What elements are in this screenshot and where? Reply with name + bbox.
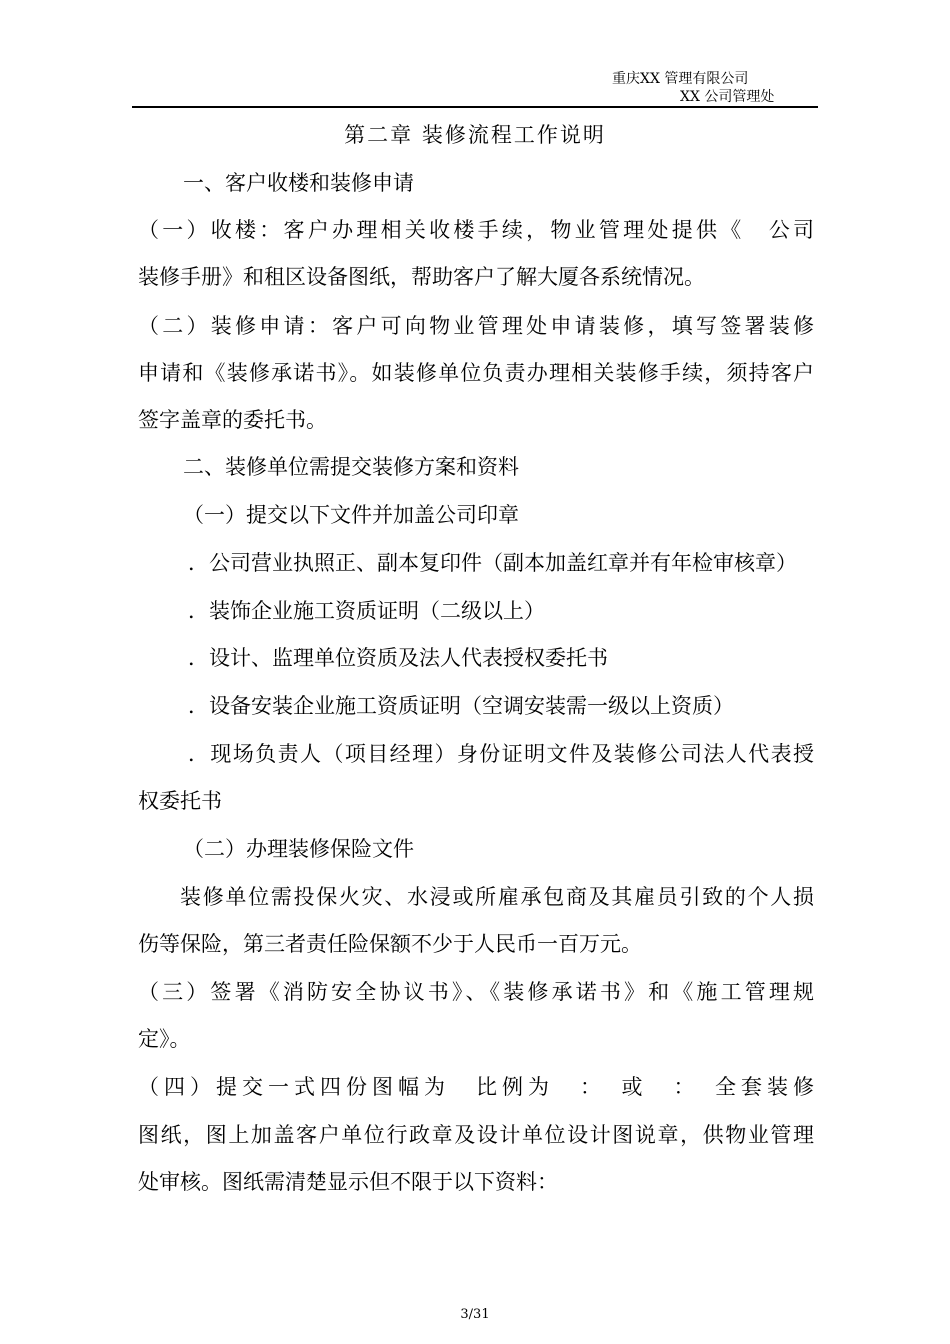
para-agreements-line-1: （三）签署《消防安全协议书》、《装修承诺书》和《施工管理规 xyxy=(138,980,814,1004)
para-drawings-line-1: （四）提交一式四份图幅为 比例为 ： 或 ： 全套装修 xyxy=(138,1075,814,1099)
para-insurance-line-2: 伤等保险，第三者责任险保额不少于人民币一百万元。 xyxy=(138,932,642,956)
header-office-name: XX 公司管理处 xyxy=(680,89,775,105)
header-company-name: 重庆XX 管理有限公司 xyxy=(612,71,749,87)
section-heading-1: 一、客户收楼和装修申请 xyxy=(183,171,414,195)
para-drawings-line-2: 图纸，图上加盖客户单位行政章及设计单位设计图说章，供物业管理 xyxy=(138,1123,814,1147)
para-insurance-line-1: 装修单位需投保火灾、水浸或所雇承包商及其雇员引致的个人损 xyxy=(180,885,814,909)
para-application-line-3: 签字盖章的委托书。 xyxy=(138,408,327,432)
document-list-item: ．设计、监理单位资质及法人代表授权委托书 xyxy=(188,646,608,670)
document-list-item-continued: 权委托书 xyxy=(138,789,222,813)
page-number: 3/31 xyxy=(460,1307,490,1322)
subsection-heading-insurance: （二）办理装修保险文件 xyxy=(183,837,414,861)
para-move-in-line-1: （一）收楼：客户办理相关收楼手续，物业管理处提供《 公司 xyxy=(138,218,814,242)
document-list-item: ．设备安装企业施工资质证明（空调安装需一级以上资质） xyxy=(188,694,734,718)
para-move-in-line-2: 装修手册》和租区设备图纸，帮助客户了解大厦各系统情况。 xyxy=(138,265,705,289)
para-application-line-2: 申请和《装修承诺书》。如装修单位负责办理相关装修手续，须持客户 xyxy=(138,361,814,385)
header-divider xyxy=(132,106,818,108)
subsection-heading-documents: （一）提交以下文件并加盖公司印章 xyxy=(183,503,519,527)
chapter-title: 第二章 装修流程工作说明 xyxy=(344,123,606,147)
section-heading-2: 二、装修单位需提交装修方案和资料 xyxy=(183,455,519,479)
document-list-item: ．现场负责人（项目经理）身份证明文件及装修公司法人代表授 xyxy=(188,742,814,766)
para-application-line-1: （二）装修申请：客户可向物业管理处申请装修，填写签署装修 xyxy=(138,314,814,338)
para-agreements-line-2: 定》。 xyxy=(138,1027,191,1051)
document-list-item: ．装饰企业施工资质证明（二级以上） xyxy=(188,599,545,623)
para-drawings-line-3: 处审核。图纸需清楚显示但不限于以下资料： xyxy=(138,1170,558,1194)
document-list-item: ．公司营业执照正、副本复印件（副本加盖红章并有年检审核章） xyxy=(188,551,797,575)
